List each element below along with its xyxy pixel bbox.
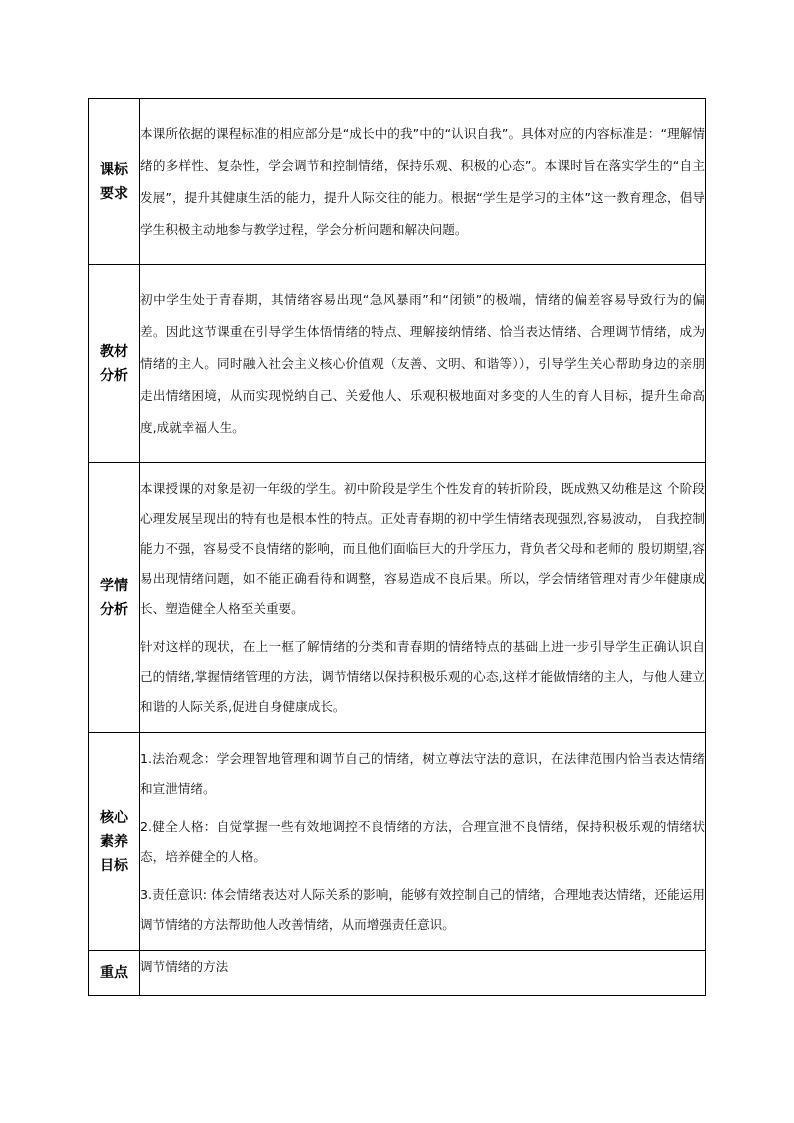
row-label-line: 素养	[100, 833, 128, 850]
row-student-analysis	[89, 463, 706, 733]
row-key-point	[89, 951, 706, 996]
row-content	[140, 733, 706, 951]
row-label-line: 学情	[100, 577, 128, 594]
row-label	[89, 99, 140, 265]
content-paragraph: 本课授课的对象是初一年级的学生。初中阶段是学生个性发育的转折阶段，既成熟又幼稚是这 个阶段心理发展呈现出的特有也是根本性的特点。正处青春期的初中学生情绪表现强烈,容易波动， 自我控制能力不强，容易受不良情绪的影响，而且他们面临巨大的升学压力，背负者父母和老师的 殷切期望,容易出现情绪问题，如不能正确看待和调整，容易造成不良后果。所以，学会情绪管理对青少年健康成长、塑造健全人格至关重要。	[140, 480, 705, 616]
row-content	[140, 99, 706, 265]
row-textbook-analysis	[89, 265, 706, 463]
row-label-line: 课标	[100, 161, 128, 178]
row-content	[140, 951, 706, 996]
row-content	[140, 463, 706, 733]
row-label-line: 目标	[100, 857, 128, 874]
row-label	[89, 733, 140, 951]
row-label-line: 分析	[100, 367, 128, 384]
row-label	[89, 265, 140, 463]
row-label-line: 要求	[100, 185, 128, 202]
content-paragraph: 针对这样的现状，在上一框了解情绪的分类和青春期的情绪特点的基础上进一步引导学生正确认识自己的情绪,掌握情绪管理的方法，调节情绪以保持积极乐观的心态,这样才能做情绪的主人，与他人建立和谐的人际关系,促进自身健康成长。	[140, 638, 705, 714]
content-paragraph: 3.责任意识: 体会情绪表达对人际关系的影响，能够有效控制自己的情绪，合理地表达情绪，还能运用调节情绪的方法帮助他人改善情绪，从而增强责任意识。	[140, 886, 705, 932]
row-label-line: 教材	[100, 343, 128, 360]
row-curriculum-requirements	[89, 99, 706, 265]
content-paragraph: 1.法治观念：学会理智地管理和调节自己的情绪，树立尊法守法的意识，在法律范围内恰当表达情绪和宣泄情绪。	[140, 750, 705, 796]
row-content	[140, 265, 706, 463]
row-label-line: 分析	[100, 601, 128, 618]
content-paragraph: 本课所依据的课程标准的相应部分是“成长中的我”中的“认识自我”。具体对应的内容标准是：“理解情绪的多样性、复杂性，学会调节和控制情绪，保持乐观、积极的心态”。本课时旨在落实学生的“自主发展”，提升其健康生活的能力，提升人际交往的能力。根据“学生是学习的主体”这一教育理念，倡导学生积极主动地参与教学过程，学会分析问题和解决问题。	[140, 125, 705, 237]
row-label	[89, 463, 140, 733]
content-paragraph: 调节情绪的方法	[140, 959, 229, 974]
lesson-plan-table	[88, 98, 706, 996]
content-paragraph: 2.健全人格：自觉掌握一些有效地调控不良情绪的方法，合理宣泄不良情绪，保持积极乐观的情绪状态，培养健全的人格。	[140, 818, 705, 864]
row-label	[89, 951, 140, 996]
row-core-literacy-goals	[89, 733, 706, 951]
row-label-line: 重点	[100, 965, 128, 981]
content-paragraph: 初中学生处于青春期，其情绪容易出现“急风暴雨”和“闭锁”的极端，情绪的偏差容易导致行为的偏差。因此这节课重在引导学生体悟情绪的特点、理解接纳情绪、恰当表达情绪、合理调节情绪，成为情绪的主人。同时融入社会主义核心价值观（友善、文明、和谐等）），引导学生关心帮助身边的亲朋走出情绪困境，从而实现悦纳自己、关爱他人、乐观积极地面对多变的人生的育人目标，提升生命高度,成就幸福人生。	[140, 291, 705, 435]
row-label-line: 核心	[100, 809, 128, 826]
